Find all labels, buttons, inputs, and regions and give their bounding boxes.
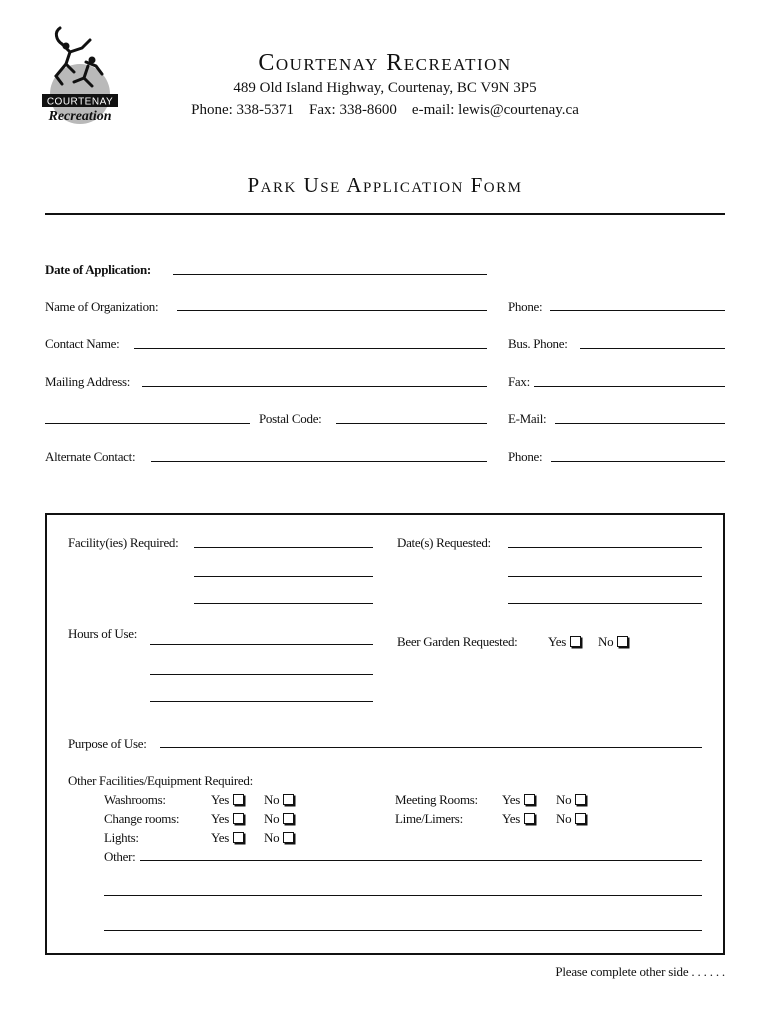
- facilities-required-field-1[interactable]: [194, 547, 373, 548]
- washrooms-yes-checkbox[interactable]: [233, 794, 244, 805]
- change-rooms-no-option[interactable]: [264, 811, 294, 827]
- email-field[interactable]: [555, 423, 725, 424]
- email-label: E-Mail:: [508, 411, 547, 426]
- meeting-rooms-yes-checkbox[interactable]: [524, 794, 535, 805]
- change-rooms-label: Change rooms:: [104, 811, 180, 826]
- beer-garden-no-label: No: [598, 634, 614, 649]
- dates-requested-field-3[interactable]: [508, 603, 702, 604]
- change-rooms-no-label: No: [264, 811, 280, 826]
- other-field-1[interactable]: [140, 860, 702, 861]
- organization-name-label: Name of Organization:: [45, 299, 159, 314]
- bus-phone-field[interactable]: [580, 348, 725, 349]
- facilities-required-field-3[interactable]: [194, 603, 373, 604]
- lime-limers-no-checkbox[interactable]: [575, 813, 586, 824]
- meeting-rooms-no-checkbox[interactable]: [575, 794, 586, 805]
- washrooms-no-label: No: [264, 792, 280, 807]
- lights-yes-option[interactable]: [211, 830, 244, 846]
- other-field-2[interactable]: [104, 895, 702, 896]
- bus-phone-label: Bus. Phone:: [508, 336, 568, 351]
- purpose-of-use-field[interactable]: [160, 747, 702, 748]
- lights-no-option[interactable]: [264, 830, 294, 846]
- org-contact: Phone: 338-5371 Fax: 338-8600 e-mail: lewis@courtenay.ca: [191, 102, 579, 118]
- other-label: Other:: [104, 849, 136, 864]
- contact-name-field[interactable]: [134, 348, 487, 349]
- lights-no-label: No: [264, 830, 280, 845]
- fax-label: Fax:: [508, 374, 530, 389]
- beer-garden-yes-label: Yes: [548, 634, 567, 649]
- hours-of-use-field-2[interactable]: [150, 674, 373, 675]
- dates-requested-field-1[interactable]: [508, 547, 702, 548]
- other-equipment-label: Other Facilities/Equipment Required:: [68, 773, 253, 788]
- footer-note: Please complete other side . . . . . .: [555, 964, 725, 979]
- meeting-rooms-no-option[interactable]: [556, 792, 586, 808]
- beer-garden-yes-checkbox[interactable]: [570, 636, 581, 647]
- change-rooms-yes-checkbox[interactable]: [233, 813, 244, 824]
- title-divider: [45, 213, 725, 215]
- meeting-rooms-no-label: No: [556, 792, 572, 807]
- beer-garden-no-checkbox[interactable]: [617, 636, 628, 647]
- dates-requested-field-2[interactable]: [508, 576, 702, 577]
- beer-garden-label: Beer Garden Requested:: [397, 634, 518, 649]
- hours-of-use-label: Hours of Use:: [68, 626, 138, 641]
- date-of-application-label: Date of Application:: [45, 262, 151, 277]
- org-name: Courtenay Recreation: [258, 50, 512, 76]
- lights-label: Lights:: [104, 830, 139, 845]
- change-rooms-yes-label: Yes: [211, 811, 230, 826]
- fax-field[interactable]: [534, 386, 725, 387]
- form-title: Park Use Application Form: [247, 173, 523, 197]
- logo-text-top: COURTENAY: [46, 96, 114, 108]
- washrooms-label: Washrooms:: [104, 792, 166, 807]
- other-field-3[interactable]: [104, 930, 702, 931]
- hours-of-use-field-1[interactable]: [150, 644, 373, 645]
- alternate-phone-label: Phone:: [508, 449, 543, 464]
- mailing-address-field[interactable]: [142, 386, 487, 387]
- facilities-required-label: Facility(ies) Required:: [68, 535, 179, 550]
- org-address: 489 Old Island Highway, Courtenay, BC V9N 3P5: [233, 80, 537, 96]
- mailing-address-line-2-field[interactable]: [45, 423, 250, 424]
- postal-code-field[interactable]: [336, 423, 487, 424]
- beer-garden-yes-option[interactable]: [548, 634, 581, 650]
- washrooms-yes-option[interactable]: [211, 792, 244, 808]
- postal-code-label: Postal Code:: [259, 411, 322, 426]
- meeting-rooms-yes-option[interactable]: [502, 792, 535, 808]
- lime-limers-yes-checkbox[interactable]: [524, 813, 535, 824]
- lime-limers-yes-option[interactable]: [502, 811, 535, 827]
- courtenay-recreation-logo: [40, 22, 120, 126]
- alternate-contact-field[interactable]: [151, 461, 487, 462]
- washrooms-no-option[interactable]: [264, 792, 294, 808]
- logo-text-bottom: Recreation: [48, 109, 112, 124]
- facility-request-box: [45, 513, 725, 955]
- contact-name-label: Contact Name:: [45, 336, 120, 351]
- date-of-application-field[interactable]: [173, 274, 487, 275]
- washrooms-yes-label: Yes: [211, 792, 230, 807]
- washrooms-no-checkbox[interactable]: [283, 794, 294, 805]
- meeting-rooms-yes-label: Yes: [502, 792, 521, 807]
- purpose-of-use-label: Purpose of Use:: [68, 736, 147, 751]
- meeting-rooms-label: Meeting Rooms:: [395, 792, 478, 807]
- lime-limers-no-option[interactable]: [556, 811, 586, 827]
- mailing-address-label: Mailing Address:: [45, 374, 131, 389]
- alternate-contact-label: Alternate Contact:: [45, 449, 136, 464]
- facilities-required-field-2[interactable]: [194, 576, 373, 577]
- beer-garden-no-option[interactable]: [598, 634, 628, 650]
- phone-label: Phone:: [508, 299, 543, 314]
- hours-of-use-field-3[interactable]: [150, 701, 373, 702]
- phone-field[interactable]: [550, 310, 725, 311]
- lime-limers-no-label: No: [556, 811, 572, 826]
- dates-requested-label: Date(s) Requested:: [397, 535, 491, 550]
- change-rooms-no-checkbox[interactable]: [283, 813, 294, 824]
- change-rooms-yes-option[interactable]: [211, 811, 244, 827]
- lime-limers-yes-label: Yes: [502, 811, 521, 826]
- lights-yes-label: Yes: [211, 830, 230, 845]
- organization-name-field[interactable]: [177, 310, 487, 311]
- alternate-phone-field[interactable]: [551, 461, 725, 462]
- lime-limers-label: Lime/Limers:: [395, 811, 463, 826]
- lights-no-checkbox[interactable]: [283, 832, 294, 843]
- lights-yes-checkbox[interactable]: [233, 832, 244, 843]
